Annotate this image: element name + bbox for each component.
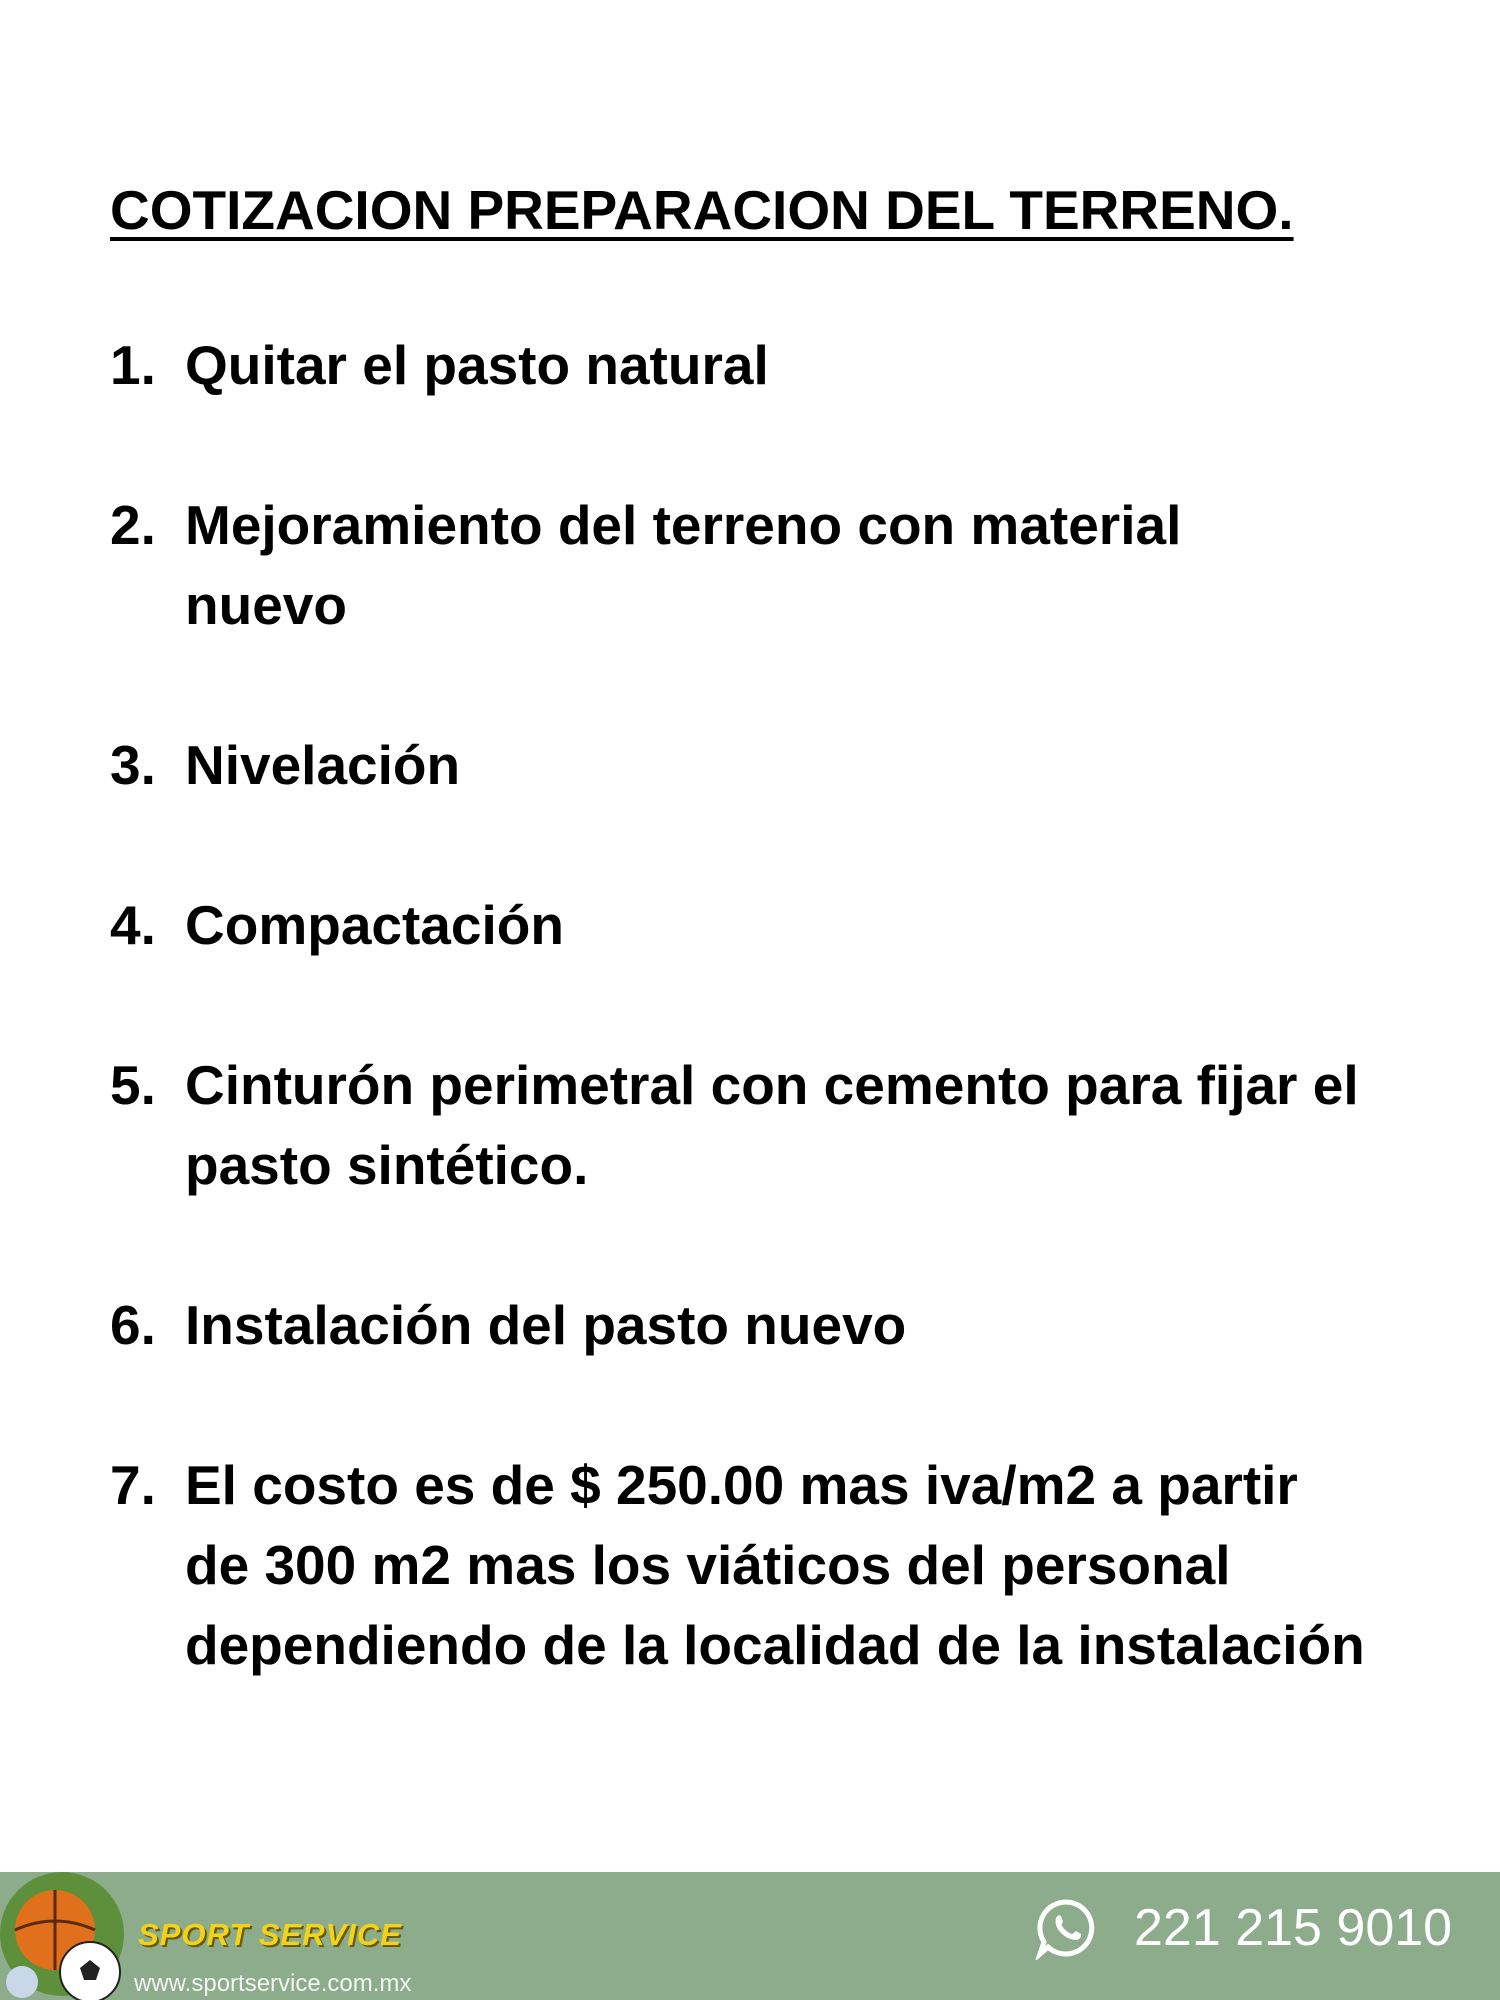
- sports-balls-logo-icon: [0, 1872, 135, 2000]
- list-item: [110, 1445, 1390, 1685]
- phone-number[interactable]: 221 215 9010: [1134, 1899, 1453, 1957]
- items-list: [110, 325, 1390, 1685]
- item-number: 3.: [110, 734, 156, 796]
- footer-bar: [0, 1872, 1500, 2000]
- brand-name: SPORT SERVICE: [138, 1917, 402, 1952]
- list-item: [110, 1045, 1390, 1205]
- item-text: Compactación: [185, 894, 564, 956]
- item-number: 6.: [110, 1294, 156, 1356]
- item-number: 5.: [110, 1054, 156, 1116]
- item-text: Nivelación: [185, 734, 461, 796]
- whatsapp-icon: [1034, 1896, 1098, 1960]
- website-link[interactable]: www.sportservice.com.mx: [134, 1970, 412, 1997]
- document-body: [110, 170, 1390, 1765]
- item-number: 2.: [110, 494, 156, 556]
- item-text: Cinturón perimetral con cemento para fijar el pasto sintético.: [185, 1054, 1359, 1196]
- item-number: 1.: [110, 334, 156, 396]
- document-title: COTIZACION PREPARACION DEL TERRENO.: [110, 179, 1294, 241]
- item-number: 4.: [110, 894, 156, 956]
- list-item: [110, 1285, 1390, 1365]
- item-number: 7.: [110, 1454, 156, 1516]
- item-text: Quitar el pasto natural: [185, 334, 769, 396]
- list-item: [110, 885, 1390, 965]
- item-text: El costo es de $ 250.00 mas iva/m2 a partir de 300 m2 mas los viáticos del personal dependiendo de la localidad de la instalación: [185, 1454, 1365, 1676]
- list-item: [110, 485, 1390, 645]
- item-text: Mejoramiento del terreno con material nuevo: [185, 494, 1182, 636]
- list-item: [110, 325, 1390, 405]
- item-text: Instalación del pasto nuevo: [185, 1294, 907, 1356]
- list-item: [110, 725, 1390, 805]
